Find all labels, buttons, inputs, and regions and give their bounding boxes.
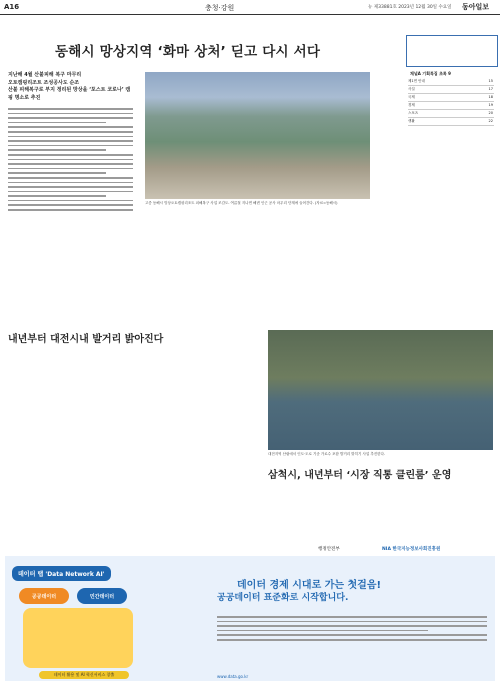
toc-row: 사설 17 [408, 87, 494, 94]
ducks-photo [268, 330, 493, 450]
ministry-logo: 행정안전부 [318, 547, 340, 552]
body-text-placeholder [8, 108, 133, 211]
dam-illustration [23, 608, 133, 668]
ad-headline-1: 데이터 경제 시대로 가는 첫걸음! [237, 580, 382, 591]
ad-tag: 데이터 탭 'Data Network AI' [12, 566, 111, 581]
page-number: A16 [4, 3, 20, 11]
toc-row: 경제 19 [408, 103, 494, 110]
masthead-logo: 동아일보 [462, 3, 490, 11]
toc-row: 제1면 안내 15 [408, 79, 494, 86]
toc-row: 생활 22 [408, 119, 494, 126]
toc-label: 채널A 기획특집 초록 9 [410, 71, 451, 76]
article-deck [8, 72, 133, 211]
page-header [0, 0, 500, 15]
ad-banner [5, 556, 495, 681]
photo-caption: 고층 동해시 망상오토캠핑리조트 피해복구 사업 조감도. 여름철 지나면 해변 인근 공사 마무리 단계에 들어간다. (자료=동해시) [145, 201, 338, 205]
section-label: 충청·강원 [205, 4, 235, 12]
issue-date: 뉴 제33881호 2023년 12월 30일 수요일 [368, 5, 452, 10]
article-2-title: 내년부터 대전시내 발거리 밝아진다 [8, 334, 164, 345]
ad-description-placeholder [217, 616, 487, 666]
resort-aerial-photo [145, 72, 370, 199]
public-data-bubble: 공공데이터 [19, 588, 69, 604]
toc-row: 국제 18 [408, 95, 494, 102]
ad-headline-2: 공공데이터 표준화로 시작합니다. [217, 593, 349, 603]
photo-caption: 대전지역 산림에서 인도·도로 기준 가로수 포함 발거리 밝히기 사업 추진한다. [268, 452, 386, 456]
main-headline: 동해시 망상지역 ‘화마 상처’ 딛고 다시 서다 [55, 44, 321, 60]
nia-logo: NIA 한국지능정보사회진흥원 [382, 547, 441, 552]
private-data-bubble: 민간데이터 [77, 588, 127, 604]
toc-box [406, 35, 498, 67]
ad-url[interactable]: www.data.go.kr [217, 674, 249, 679]
deck-text: 지난해 4월 산불피해 복구 마무리 오토캠핑리조트 조성공사도 순조 산불 피해복구로 부지 정리된 망상을 ‘포스트 코로나’ 캠핑 명소로 추진 [8, 72, 131, 101]
bottom-pill: 데이터 활용 및 AI 혁신서비스 창출 [39, 671, 129, 679]
table-of-contents [406, 35, 496, 145]
article-3-title: 삼척시, 내년부터 ‘시장 직통 클린룸’ 운영 [268, 470, 452, 481]
advertisement [0, 540, 500, 691]
toc-row: 스포츠 20 [408, 111, 494, 118]
